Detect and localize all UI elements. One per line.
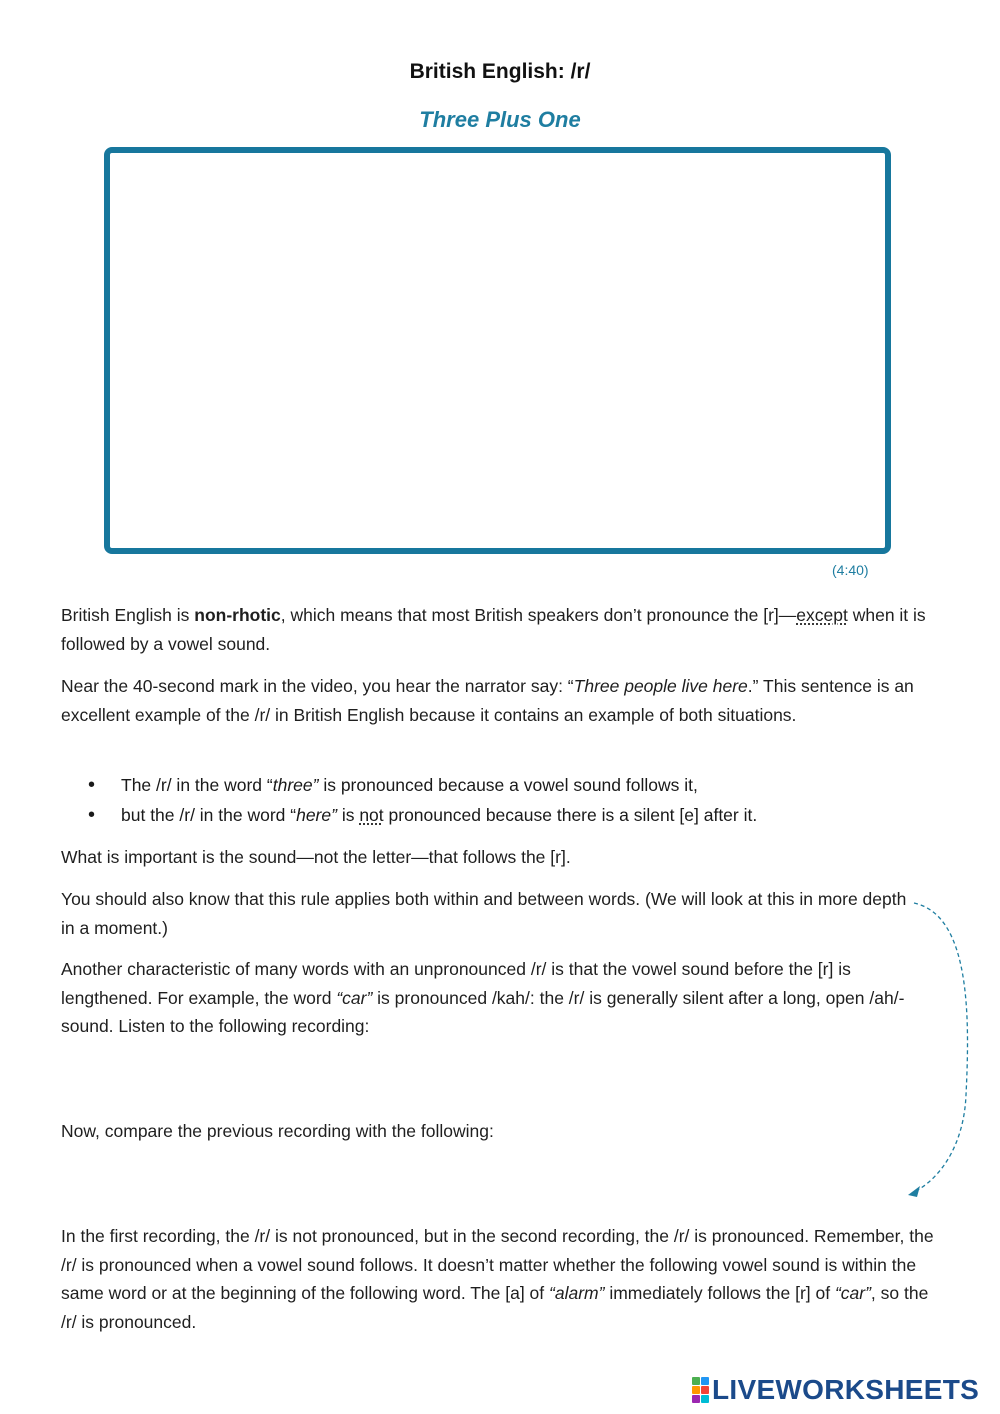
text-run: immediately follows the [r] of — [604, 1283, 835, 1303]
text-run: , so the /r/ is pronounced. — [61, 1283, 929, 1332]
text-run: .” This sentence is an excellent example of the /r/ in British English because it contains an example of both situations. — [61, 676, 914, 725]
underlined-word: except — [796, 605, 848, 625]
bullet-list — [61, 771, 946, 830]
logo-mark-icon — [692, 1377, 709, 1403]
text-run: In the first recording, the /r/ is not pronounced, but in the second recording, the /r/ is pronounced. Remember, the /r/ is pronounced when a vowel sound follows. It doesn’t matter whether the following vowel sound is within the same word or at the beginning of the following word. The [a] of — [61, 1226, 934, 1303]
text-run: pronounced because there is a silent [e] after it. — [383, 804, 758, 825]
italic-word: “car” — [336, 987, 373, 1008]
text-run: British English is — [61, 605, 195, 625]
paragraph-non-rhotic — [61, 601, 946, 658]
liveworksheets-logo — [692, 1374, 979, 1406]
page-title: British English: /r/ — [409, 60, 591, 83]
video-duration: (4:40) — [832, 562, 869, 578]
paragraph-lengthened-vowel — [61, 955, 946, 1041]
page-subtitle: Three Plus One — [419, 107, 581, 132]
paragraph-conclusion — [61, 1222, 946, 1336]
italic-word: “car” — [834, 1283, 871, 1303]
text-run: Near the 40-second mark in the video, you hear the narrator say: “ — [61, 676, 574, 696]
text-run: is pronounced /kah/: the /r/ is generally silent after a long, open /ah/-sound. Listen to the following recording: — [61, 987, 905, 1036]
italic-word: here” — [296, 804, 337, 825]
dashed-curved-arrow — [900, 895, 980, 1205]
text-run: Another characteristic of many words with an unpronounced /r/ is that the vowel sound before the [r] is lengthened. For example, the word — [61, 959, 851, 1008]
text-run: , which means that most British speakers don’t pronounce the [r]— — [280, 605, 797, 625]
text-run: is — [336, 804, 360, 825]
text-run: but the /r/ in the word “ — [121, 804, 297, 825]
paragraph-compare: Now, compare the previous recording with the following: — [61, 1121, 494, 1141]
underlined-word: not — [359, 804, 384, 825]
quoted-sentence: Three people live here — [573, 676, 748, 696]
text-run: is pronounced because a vowel sound follows it, — [318, 775, 698, 795]
paragraph-narrator — [61, 672, 946, 729]
list-item — [61, 771, 946, 801]
logo-text: LIVEWORKSHEETS — [712, 1374, 980, 1405]
video-player[interactable] — [104, 147, 891, 554]
paragraph-within-between: You should also know that this rule applies both within and between words. (We will look at this in more depth in a moment.) — [61, 889, 907, 938]
list-item — [61, 801, 946, 831]
italic-word: “alarm” — [549, 1283, 605, 1303]
paragraph-sound-rule: What is important is the sound—not the letter—that follows the [r]. — [61, 847, 571, 867]
text-run: The /r/ in the word “ — [121, 775, 273, 795]
text-run: when it is followed by a vowel sound. — [61, 605, 926, 654]
bold-term: non-rhotic — [194, 605, 281, 625]
italic-word: three” — [272, 775, 319, 795]
